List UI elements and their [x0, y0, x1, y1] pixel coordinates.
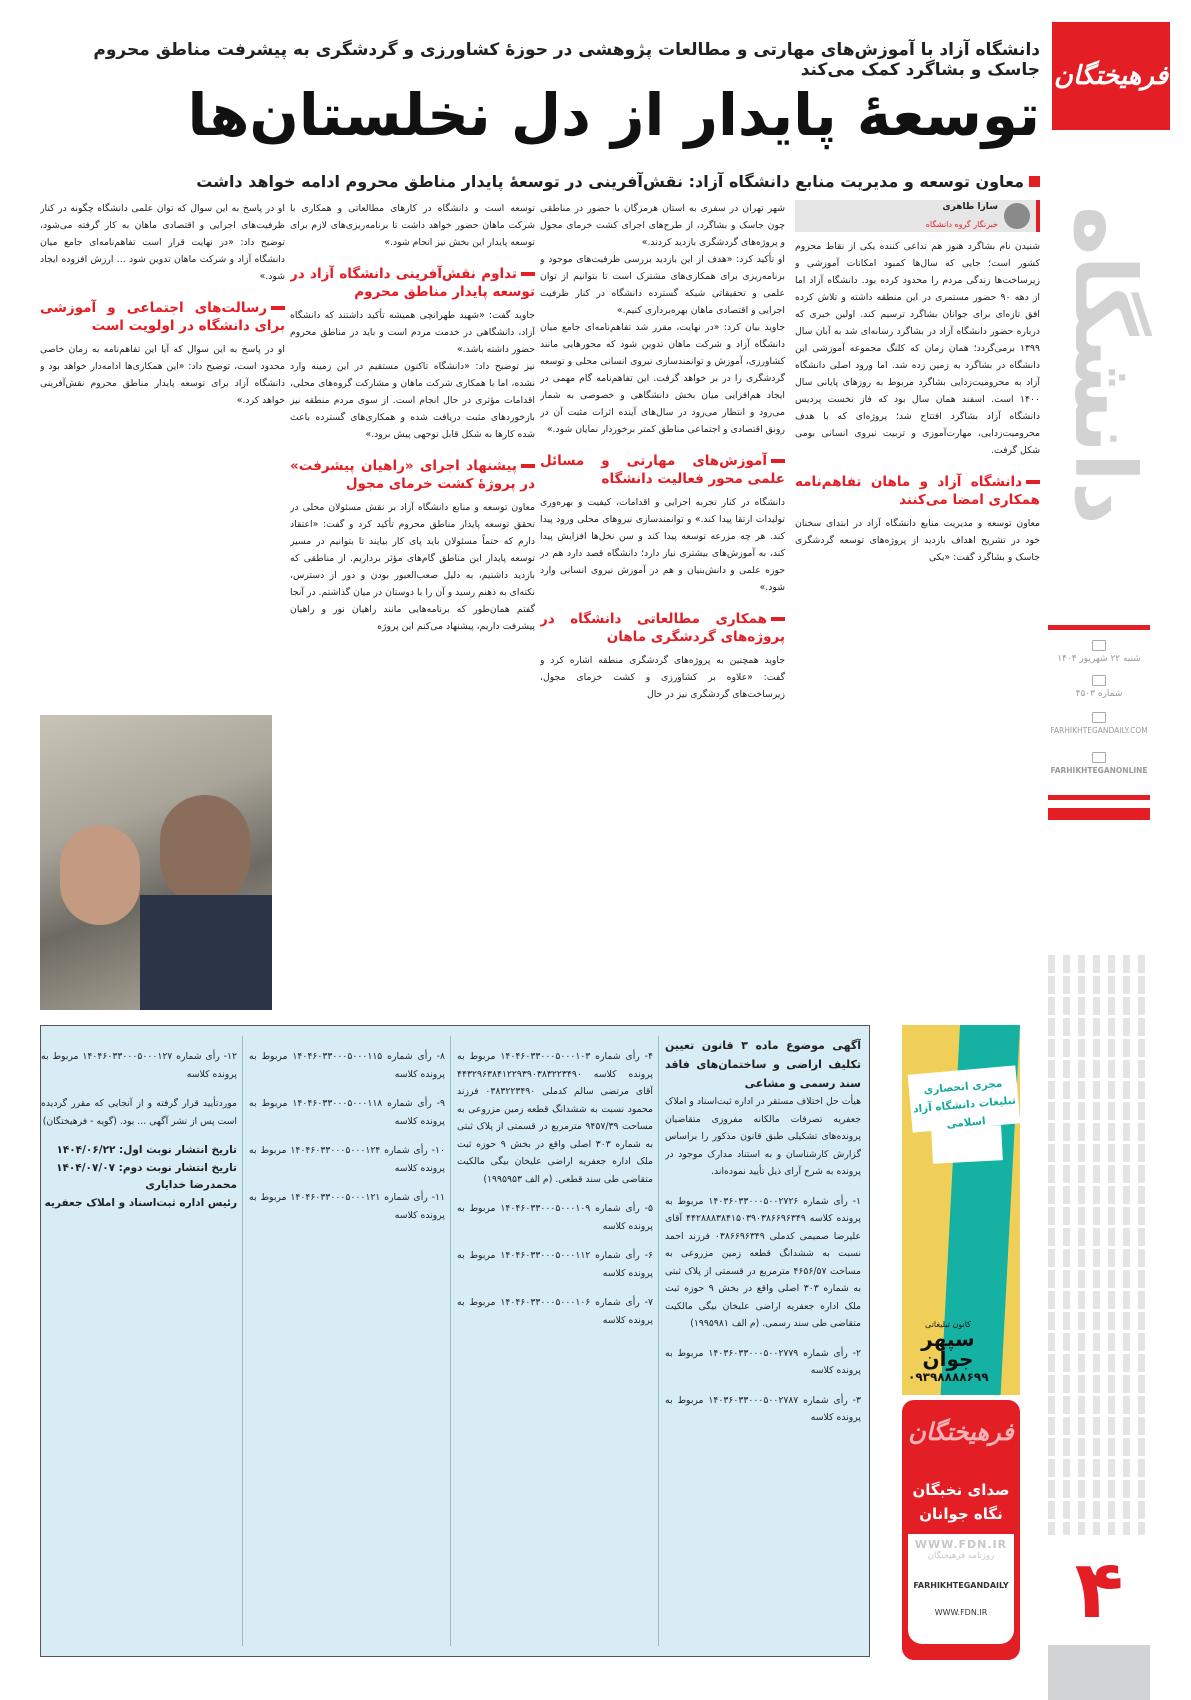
ad-slogan: مجری انحصاری تبلیغات دانشگاه آزاد اسلامی — [908, 1065, 1020, 1132]
issue-icon — [1092, 675, 1106, 686]
notice-column — [41, 1036, 237, 1646]
section-subhead — [290, 457, 535, 493]
ad-logo: فرهیختگان — [908, 1418, 1014, 1446]
article-headline: توسعهٔ پایدار از دل نخلستان‌ها — [187, 81, 1040, 149]
notice-column — [457, 1036, 653, 1646]
article-subtitle — [40, 172, 1040, 191]
agency-label: کانون تبلیغاتی — [925, 1320, 971, 1329]
paragraph: معاون توسعه و مدیریت منابع دانشگاه آزاد در ابتدای سخنان خود در تشریح اهداف بازدید از پروژه‌های توسعه گردشگری جاسک و بشاگرد گفت: «یکی — [795, 518, 1040, 563]
first-publication-date: تاریخ انتشار نوبت اول: ۱۴۰۴/۰۶/۲۲ — [56, 1144, 237, 1156]
ad-social[interactable]: FARHIKHTEGANDAILY — [913, 1581, 1009, 1590]
paragraph: دانشگاه در کنار تجربه اجرایی و اقدامات، کیفیت و بهره‌وری تولیدات ارتقا پیدا کند.» و توانمندسازی نیروهای محلی ورود پیدا کند. هر چه مزرعه توسعه پیدا کند و سن نخل‌ها افزایش پیدا کند، به آموزش‌های بیشتری نیاز دارد؛ دانشگاه قصد دارد هم در حوزه علمی و دانش‌بنیان و هم در آموزش نیروی انسانی وارد شود.» — [540, 497, 785, 593]
paragraph: توسعه است و دانشگاه در کارهای مطالعاتی و همکاری با شرکت ماهان حضور خواهد داشت تا برنامه‌ریزی‌های لازم برای توسعه پایدار این بخش نیز انجام شود.» — [290, 203, 535, 248]
notice-intro: هیأت حل اختلاف مستقر در اداره ثبت‌اسناد و املاک جعفریه تصرفات مالکانه مفروزی متقاضیان پرونده‌های تشکیلی طبق قانون مذکور را براساس گزارش کارشناسان و به استناد مدارک موجود در پرونده به شرح آرای ذیل تأیید نموده‌اند. — [665, 1096, 861, 1177]
section-subhead — [290, 265, 535, 301]
social-handle[interactable]: FARHIKHTEGANONLINE — [1050, 766, 1148, 775]
author-role: خبرنگار گروه دانشگاه — [925, 220, 998, 229]
issue-number: شماره ۴۵۰۳ — [1075, 689, 1123, 699]
notice-entry: ۲- رأی شماره ۱۴۰۳۶۰۳۳۰۰۰۵۰۰۲۷۷۹ مربوط به پرونده کلاسه — [665, 1347, 861, 1376]
notice-entry: ۶- رأی شماره ۱۴۰۴۶۰۳۳۰۰۰۵۰۰۰۱۱۲ مربوط به پرونده کلاسه — [457, 1250, 653, 1279]
social-block — [1048, 752, 1150, 775]
column-divider — [658, 1036, 659, 1646]
paragraph: نیز توضیح داد: «دانشگاه تاکنون مستقیم در این زمینه وارد نشده، اما با همکاری شرکت ماهان و مشارکت گروه‌های محلی، اقدامات مؤثری در حال انجام است. از سوی مردم منطقه نیز بازخوردهای مثبت دریافت شده و همکاری‌های گسترده باعث شده کارها به شکل قابل توجهی پیش برود.» — [290, 361, 535, 440]
ad-paper-name: روزنامه فرهیختگان — [927, 1551, 995, 1561]
paragraph: جاوید بیان کرد: «در نهایت، مقرر شد تفاهم‌نامه‌ای جامع میان دانشگاه آزاد و شرکت ماهان تدوین شود که محورهایی مانند کشاورزی، آموزش و توانمندسازی نیروی انسانی محلی و توسعه گردشگری را در بر خواهد گرفت. این تفاهم‌نامه گام مهمی در ایجاد هم‌افزایی میان بخش دانشگاهی و خصوصی به شمار می‌رود و انتظار می‌رود در سال‌های آینده اثرات مثبت آن در رونق اقتصادی و اجتماعی مناطق کمتر برخوردار نمایان شود.» — [540, 322, 785, 435]
page-number: ۴ — [1074, 1543, 1124, 1636]
subhead-text: پیشنهاد اجرای «راهیان پیشرفت» در پروژهٔ کشت خرمای مجول — [290, 458, 535, 492]
section-subhead — [40, 299, 285, 335]
article-column — [540, 200, 785, 1010]
subhead-marker — [271, 306, 285, 310]
website-link[interactable]: FARHIKHTEGANDAILY.COM — [1050, 726, 1148, 735]
subhead-marker — [521, 464, 535, 468]
author-avatar — [1004, 203, 1030, 229]
divider — [1048, 625, 1150, 630]
website-block — [1048, 712, 1150, 735]
notice-title: آگهی موضوع ماده ۳ قانون تعیین تکلیف اراضی و ساختمان‌های فاقد سند رسمی و مشاعی — [665, 1039, 861, 1090]
subhead-text: آموزش‌های مهارتی و مسائل علمی محور فعالیت دانشگاه — [540, 453, 785, 487]
notice-entry: موردتأیید قرار گرفته و از آنجایی که مقرر گردیده است پس از نشر آگهی ... بود. (گویه - فرهیختگان) — [41, 1098, 237, 1127]
paragraph: شنیدن نام بشاگرد هنوز هم تداعی کننده یکی از نقاط محروم کشور است؛ جایی که سال‌ها کمبود امکانات آموزشی و زیرساخت‌ها زندگی مردم را محدود کرده بود. دانشگاه آزاد اما از دهه ۹۰ حضور مستمری در این منطقه داشته و تلاش کرده افق تازه‌ای برای جوانان بشاگرد ترسیم کند. اولین خبری که درباره حضور دانشگاه آزاد در بشاگرد رسانه‌ای شد به آبان سال ۱۳۹۹ برمی‌گردد؛ همان زمان که کلنگ مجموعه آموزشی این دانشگاه در بشاگرد به زمین زده شد. اما ورود اصلی دانشگاه آزاد به محرومیت‌زدایی بشاگرد مربوط به روزهای پایانی سال ۱۴۰۰ است. اسفند همان سال بود که فاز نخست پردیس دانشگاه آزاد بشاگرد افتتاح شد؛ پروژه‌ای که با هدف محرومیت‌زدایی، مهارت‌آموزی و تربیت نیروی انسانی بومی شکل گرفت. — [795, 241, 1040, 456]
footer-block — [1048, 1645, 1150, 1700]
subhead-text: تداوم نقش‌آفرینی دانشگاه آزاد در توسعه پایدار مناطق محروم — [290, 266, 535, 300]
ad-phone: ۰۹۳۹۸۸۸۸۶۹۹ — [908, 1370, 989, 1384]
ad-website[interactable]: WWW.FDN.IR — [914, 1538, 1008, 1551]
article-column — [290, 200, 535, 1010]
author-byline — [795, 200, 1040, 232]
subhead-marker — [771, 459, 785, 463]
section-title: دانشگاه — [1056, 205, 1154, 525]
article-column — [795, 200, 1040, 1010]
article-column — [40, 200, 285, 705]
second-publication-date: تاریخ انتشار نوبت دوم: ۱۴۰۴/۰۷/۰۷ — [56, 1161, 237, 1174]
ad-brand — [908, 1320, 988, 1369]
issue-block — [1048, 675, 1150, 699]
red-band — [1048, 808, 1150, 820]
ad-line1: صدای نخبگان — [912, 1481, 1010, 1499]
notice-entry: ۵- رأی شماره ۱۴۰۴۶۰۳۳۰۰۰۵۰۰۰۱۰۹ مربوط به پرونده کلاسه — [457, 1203, 653, 1232]
notice-entry: ۱۱- رأی شماره ۱۴۰۴۶۰۳۳۰۰۰۵۰۰۰۱۲۱ مربوط به پرونده کلاسه — [249, 1192, 445, 1221]
notice-entry: ۴- رأی شماره ۱۴۰۴۶۰۳۳۰۰۰۵۰۰۰۱۰۳ مربوط به پرونده کلاسه ۴۴۳۲۹۶۳۸۴۱۲۲۹۳۹۰۳۸۳۲۲۳۴۹۰ آقای مرتضی سالم کدملی ۰۳۸۳۲۲۳۴۹۰ فرزند محمود نسبت به ششدانگ قطعه زمین مزروعی به مساحت ۹۴۵۷/۳۹ مترمربع در قسمتی از پلاک ثبتی به شماره ۳۰۳ اصلی واقع در بخش ۹ حوزه ثبت ملک اداره جعفریه اراضی علیخان بیگی مالکیت متقاضی طی سند قطعی. (م الف ۱۹۹۵۹۵۳) — [457, 1051, 653, 1185]
subhead-marker — [521, 272, 535, 276]
notice-column — [665, 1036, 861, 1646]
column-divider — [450, 1036, 451, 1646]
subhead-text: همکاری مطالعاتی دانشگاه در پروژه‌های گردشگری ماهان — [540, 611, 785, 645]
paragraph: معاون توسعه و منابع دانشگاه آزاد بر نقش مسئولان محلی در تحقق توسعه پایدار مناطق محروم تأکید کرد و گفت: «اعتقاد دارم که حتماً مسئولان باید پای کار بیایند تا بتوانیم در مسیر توسعه پایدار این مناطق گام‌های مؤثر برداریم. از مناطقی که بازدید داشتیم، به دلیل صعب‌العبور بودن و دور از دسترس، نکته‌ای به ذهنم رسید و آن را با دوستان در میان گذاشتم. در آنجا گفتم همان‌طور که برنامه‌هایی مانند راهیان نور و راهیان پیشرفت داریم، پیشنهاد می‌کنم این پروژه — [290, 502, 535, 632]
signer-title: رئیس اداره ثبت‌اسناد و املاک جعفریه — [44, 1196, 237, 1209]
subhead-text: رسالت‌های اجتماعی و آموزشی برای دانشگاه در اولویت است — [40, 300, 285, 334]
paragraph: شهر تهران در سفری به استان هرمزگان با حضور در مناطقی چون جاسک و بشاگرد، از طرح‌های اجرای کشت خرمای مجول و پروژه‌های گردشگری بازدید کردند.» — [540, 203, 785, 248]
divider — [1048, 795, 1150, 800]
subhead-text: دانشگاه آزاد و ماهان تفاهم‌نامه همکاری امضا می‌کنند — [795, 474, 1040, 508]
section-subhead — [540, 452, 785, 488]
notice-column — [249, 1036, 445, 1646]
notice-entry: ۷- رأی شماره ۱۴۰۴۶۰۳۳۰۰۰۵۰۰۰۱۰۶ مربوط به پرونده کلاسه — [457, 1297, 653, 1326]
notice-entry: ۱۲- رأی شماره ۱۴۰۴۶۰۳۳۰۰۰۵۰۰۰۱۲۷ مربوط به پرونده کلاسه — [41, 1051, 237, 1080]
author-name: سارا طاهری — [942, 202, 998, 212]
article-photo — [40, 715, 272, 1010]
subhead-marker — [1026, 480, 1040, 484]
decorative-pattern — [1048, 955, 1150, 1535]
paragraph: او تأکید کرد: «هدف از این بازدید بررسی ظرفیت‌های موجود و برنامه‌ریزی برای همکاری‌های مشترک است تا بتوانیم از توان علمی و تحقیقاتی شبکه گسترده دانشگاه در کنار ظرفیت اجرایی و اقتصادی ماهان بهره‌برداری کنیم.» — [540, 254, 785, 316]
subtitle-text: معاون توسعه و مدیریت منابع دانشگاه آزاد: نقش‌آفرینی در توسعهٔ پایدار مناطق محروم ادامه خواهد داشت — [196, 172, 1024, 191]
notice-entry: ۱- رأی شماره ۱۴۰۳۶۰۳۳۰۰۰۵۰۰۲۷۲۶ مربوط به پرونده کلاسه ۴۴۲۸۸۸۳۸۴۱۵۰۳۹۰۳۸۶۶۹۶۳۴۹ آقای علیرضا صمیمی کدملی ۰۳۸۶۶۹۶۳۴۹ فرزند احمد نسبت به ششدانگ قطعه زمین مزروعی به مساحت ۴۶۵۶/۵۷ مترمربع در قسمتی از پلاک ثبتی به شماره ۳۰۳ اصلی واقع در بخش ۹ حوزه ثبت ملک اداره جعفریه اراضی علیخان بیگی مالکیت متقاضی طی سند رسمی. (م الف ۱۹۹۵۹۸۱) — [665, 1195, 861, 1329]
paragraph: او در پاسخ به این سوال که آیا این تفاهم‌نامه به زمان خاصی محدود است، توضیح داد: «این همکاری‌ها ادامه‌دار خواهد بود و دانشگاه آزاد برای توسعه پایدار مناطق محروم نقش‌آفرینی خواهد کرد.» — [40, 344, 285, 406]
newspaper-logo: فرهیختگان — [1052, 22, 1170, 130]
sepehr-javan-ad[interactable] — [902, 1025, 1020, 1395]
section-subhead — [540, 610, 785, 646]
legal-notice — [40, 1025, 870, 1657]
paragraph: جاوید گفت: «شهید طهرانچی همیشه تأکید داشتند که دانشگاه آزاد، دانشگاهی در خدمت مردم است و باید در مناطق محروم حضور داشته باشد.» — [290, 310, 535, 355]
ad-line2: نگاه جوانان — [919, 1505, 1003, 1523]
paragraph: جاوید همچنین به پروژه‌های گردشگری منطقه اشاره کرد و گفت: «علاوه بر کشاورزی و کشت خرمای مجول، زیرساخت‌های گردشگری نیز در حال — [540, 655, 785, 700]
network-icon — [1092, 752, 1106, 763]
section-subhead — [795, 473, 1040, 509]
bullet-square — [1029, 176, 1040, 187]
signer-name: محمدرضا خدایاری — [145, 1179, 237, 1191]
calendar-icon — [1092, 640, 1106, 651]
notice-entry: ۳- رأی شماره ۱۴۰۳۶۰۳۳۰۰۰۵۰۰۲۷۸۷ مربوط به پرونده کلاسه — [665, 1394, 861, 1423]
column-divider — [242, 1036, 243, 1646]
article-kicker: دانشگاه آزاد با آموزش‌های مهارتی و مطالعات پژوهشی در حوزهٔ کشاورزی و گردشگری به پیشرفت مناطق محروم جاسک و بشاگرد کمک می‌کند — [93, 40, 1040, 80]
farhikhtegan-ad[interactable] — [902, 1400, 1020, 1660]
issue-date: شنبه ۲۲ شهریور ۱۴۰۴ — [1057, 654, 1141, 664]
notice-entry: ۱۰- رأی شماره ۱۴۰۴۶۰۳۳۰۰۰۵۰۰۰۱۲۴ مربوط به پرونده کلاسه — [249, 1145, 445, 1174]
notice-entry: ۸- رأی شماره ۱۴۰۴۶۰۳۳۰۰۰۵۰۰۰۱۱۵ مربوط به پرونده کلاسه — [249, 1051, 445, 1080]
paragraph: او در پاسخ به این سوال که توان علمی دانشگاه چگونه در کنار ظرفیت‌های اجرایی و اقتصادی ماهان به کار گرفته می‌شود، توضیح داد: «در نهایت قرار است تفاهم‌نامه‌ای جامع میان دانشگاه آزاد و شرکت ماهان تدوین شود ... ارزش افزوده ایجاد شود.» — [40, 203, 285, 282]
ad-website-2[interactable]: WWW.FDN.IR — [934, 1608, 988, 1617]
subhead-marker — [771, 617, 785, 621]
date-block — [1048, 640, 1150, 664]
notice-entry: ۹- رأی شماره ۱۴۰۴۶۰۳۳۰۰۰۵۰۰۰۱۱۸ مربوط به پرونده کلاسه — [249, 1098, 445, 1127]
brand-name: سپهر جوان — [921, 1327, 975, 1371]
web-icon — [1092, 712, 1106, 723]
